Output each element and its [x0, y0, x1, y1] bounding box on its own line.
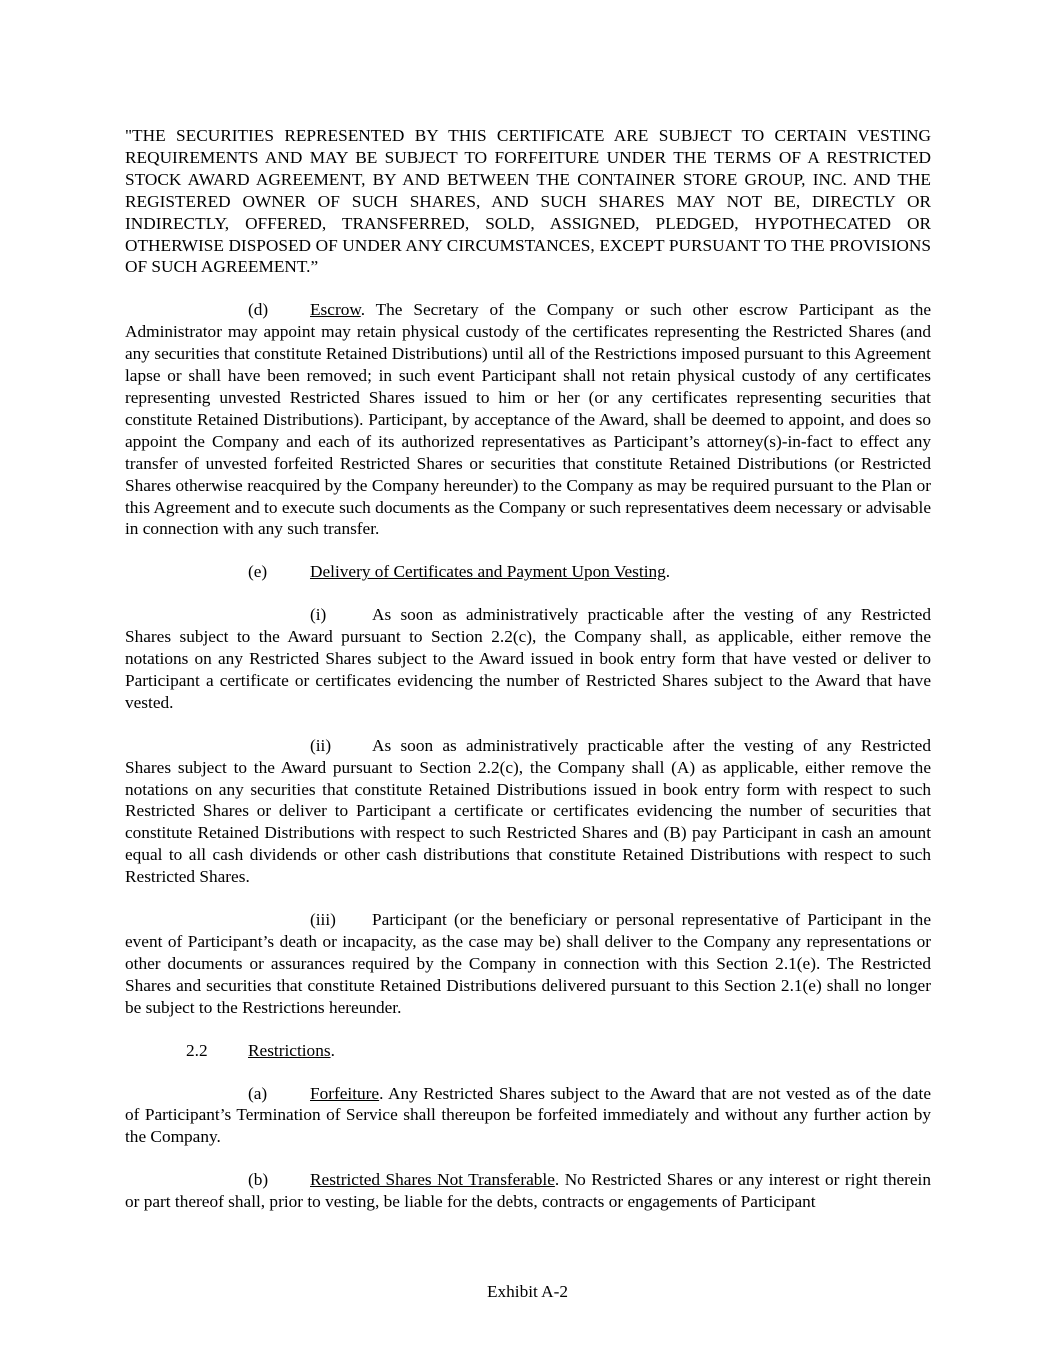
section-e-ii [125, 735, 931, 888]
section-e-i [125, 604, 931, 714]
section-number: (i) [310, 605, 327, 625]
section-number: (d) [248, 300, 269, 320]
section-d-escrow [125, 299, 931, 540]
page-footer: Exhibit A-2 [486, 1282, 569, 1301]
section-title: Delivery of Certificates and Payment Upon Vesting [310, 562, 666, 582]
section-number: (b) [248, 1170, 269, 1190]
restrictive-legend: "THE SECURITIES REPRESENTED BY THIS CERTIFICATE ARE SUBJECT TO CERTAIN VESTING REQUIREMENTS AND MAY BE SUBJECT TO FORFEITURE UNDER THE TERMS OF A RESTRICTED STOCK AWARD AGREEMENT, BY AND BETWEEN THE CONTAINER STORE GROUP, INC. AND THE REGISTERED OWNER OF SUCH SHARES, AND SUCH SHARES MAY NOT BE, DIRECTLY OR INDIRECTLY, OFFERED, TRANSFERRED, SOLD, ASSIGNED, PLEDGED, HYPOTHECATED OR OTHERWISE DISPOSED OF UNDER ANY CIRCUMSTANCES, EXCEPT PURSUANT TO THE PROVISIONS OF SUCH AGREEMENT.” [125, 126, 931, 277]
document-body [125, 125, 931, 1234]
section-title-period: . [330, 1040, 335, 1060]
section-2-2-heading [125, 1040, 931, 1062]
section-title-period: . [665, 562, 671, 582]
section-e-heading [125, 561, 931, 583]
section-number: (iii) [310, 910, 336, 930]
section-text: . Any Restricted Shares subject to the Award that are not vested as of the date of Participant’s Termination of Service shall thereupon be forfeited immediately and without any further action by the Company. [125, 1083, 931, 1147]
section-e-iii [125, 909, 931, 1019]
section-number: (ii) [310, 735, 332, 755]
section-text: As soon as administratively practicable after the vesting of any Restricted Shares subject to the Award pursuant to Section 2.2(c), the Company shall (A) as applicable, either remove the notations on any securities that constitute Retained Distributions issued in book entry form with respect to such Restricted Shares or deliver to Participant a certificate or certificates evidencing the number of securities that constitute Retained Distributions with respect to such Restricted Shares and (B) pay Participant in cash an amount equal to all cash dividends or other cash distributions that constitute Retained Distributions with respect to such Restricted Shares. [125, 735, 931, 887]
section-number: (e) [248, 562, 268, 582]
section-number: (a) [248, 1083, 268, 1103]
section-text: . No Restricted Shares or any interest or right therein or part thereof shall, prior to vesting, be liable for the debts, contracts or engagements of Participant [125, 1170, 932, 1212]
section-title: Restrictions [248, 1040, 331, 1060]
section-2-2-a-forfeiture [125, 1083, 931, 1149]
section-title: Escrow [310, 300, 361, 320]
section-title: Restricted Shares Not Transferable [310, 1170, 555, 1190]
section-number: 2.2 [186, 1040, 208, 1060]
section-text: As soon as administratively practicable after the vesting of any Restricted Shares subject to the Award pursuant to Section 2.2(c), the Company shall, as applicable, either remove the notations on any Restricted Shares subject to the Award issued in book entry form that have vested or deliver to Participant a certificate or certificates evidencing the number of Restricted Shares subject to the Award that have vested. [125, 605, 931, 712]
section-text: . The Secretary of the Company or such other escrow Participant as the Administrator may appoint may retain physical custody of the certificates representing the Restricted Shares (and any securities that constitute Retained Distributions) until all of the Restrictions imposed pursuant to this Agreement lapse or shall have been removed; in such event Participant shall not retain physical custody of any certificates representing unvested Restricted Shares issued to him or her (or any certificates representing securities that constitute Retained Distributions). Participant, by acceptance of the Award, shall be deemed to appoint, and does so appoint the Company and each of its authorized representatives as Participant’s attorney(s)-in-fact to effect any transfer of unvested forfeited Restricted Shares or securities that constitute Retained Distributions (or Restricted Shares otherwise reacquired by the Company hereunder) to the Company as may be required pursuant to the Plan or this Agreement and to execute such documents as the Company or such representatives deem necessary or advisable in connection with any such transfer. [125, 300, 931, 539]
section-text: Participant (or the beneficiary or personal representative of Participant in the event of Participant’s death or incapacity, as the case may be) shall deliver to the Company any representations or other documents or assurances required by the Company in connection with this Section 2.1(e). The Restricted Shares and securities that constitute Retained Distributions delivered pursuant to this Section 2.1(e) shall no longer be subject to the Restrictions hereunder. [125, 910, 931, 1017]
section-2-2-b-not-transferable [125, 1169, 931, 1213]
section-title: Forfeiture [310, 1083, 380, 1103]
